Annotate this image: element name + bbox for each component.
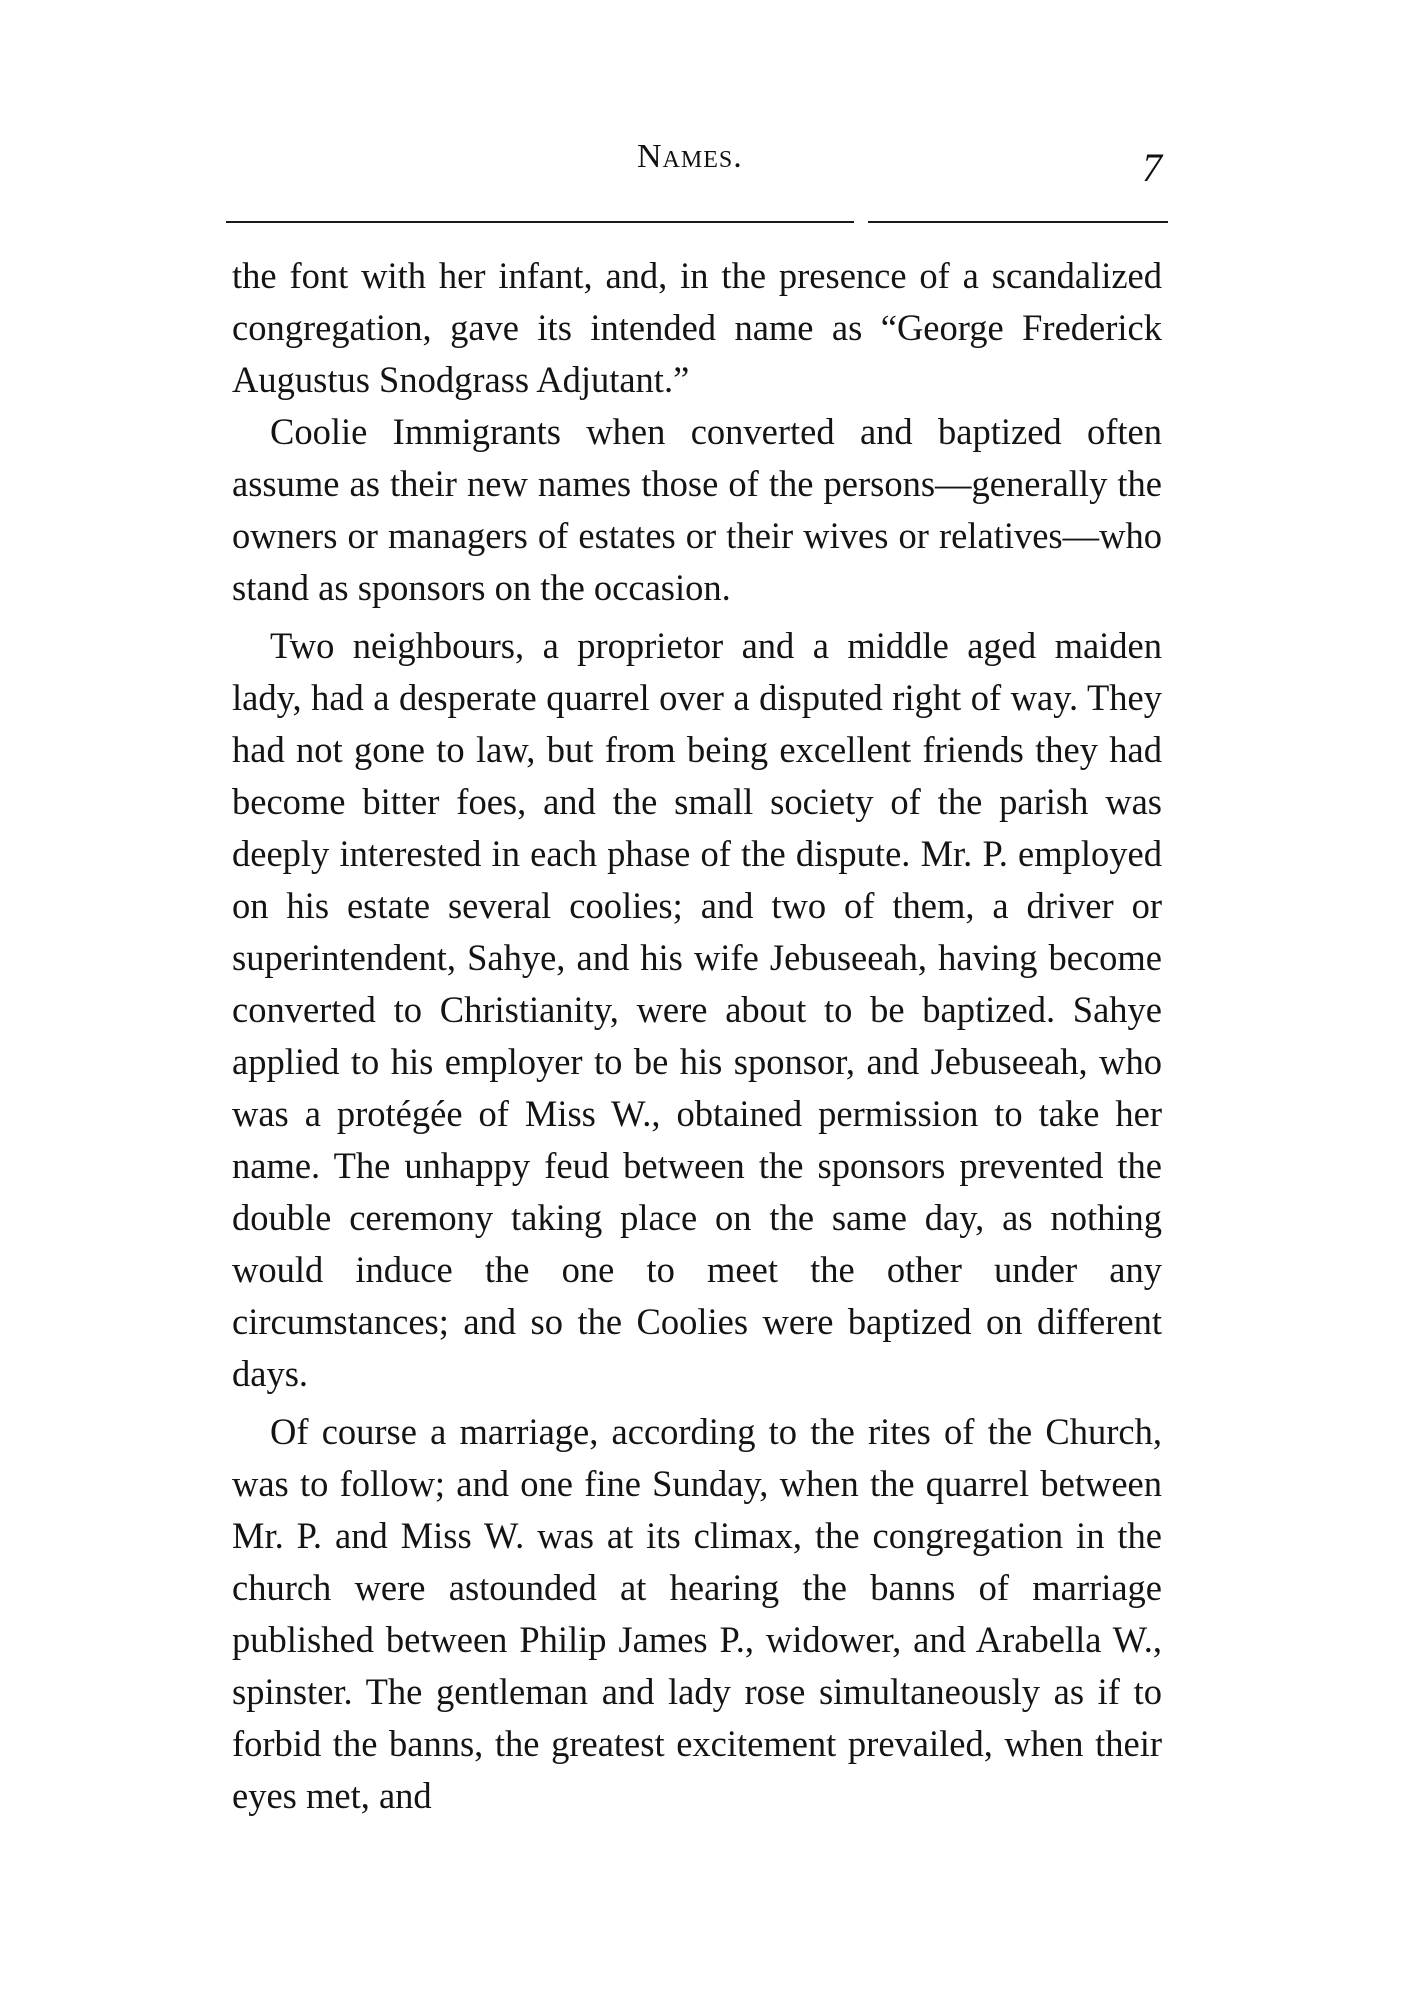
paragraph-marriage: Of course a marriage, according to the rites of the Church, was to follow; and one fine Sunday, when the quarrel between Mr. P. and Miss W. was at its climax, the congregation in the church were astounded at hearing the banns of marriage published between Philip James P., widower, and Arabella W., spinster. The gentleman and lady rose simultaneously as if to forbid the banns, the greatest excitement prevailed, when their eyes met, and: [232, 1411, 1162, 1816]
header-rule-left: [226, 221, 854, 223]
running-head: [0, 138, 1404, 188]
page-body: [232, 250, 1162, 1822]
paragraph-coolie-immigrants: Coolie Immigrants when converted and baptized often assume as their new names those of the persons—generally the owners or managers of estates or their wives or relatives—who stand as sponsors on the occasion.: [232, 411, 1162, 608]
header-rule-right: [868, 221, 1168, 223]
paragraph-continued: the font with her infant, and, in the presence of a scandalized congregation, gave its intended name as “George Frederick Augustus Snodgrass Adjutant.”: [232, 255, 1162, 400]
running-title: Names.: [637, 138, 743, 175]
page-number: 7: [1142, 145, 1162, 190]
paragraph-two-neighbours: Two neighbours, a proprietor and a middle aged maiden lady, had a desperate quarrel over a disputed right of way. They had not gone to law, but from being excellent friends they had become bitter foes, and the small society of the parish was deeply interested in each phase of the dispute. Mr. P. employed on his estate several coolies; and two of them, a driver or superintendent, Sahye, and his wife Jebuseeah, having become converted to Christianity, were about to be baptized. Sahye applied to his employer to be his sponsor, and Jebuseeah, who was a protégée of Miss W., obtained permission to take her name. The unhappy feud between the sponsors prevented the double ceremony taking place on the same day, as nothing would induce the one to meet the other under any circumstances; and so the Coolies were baptized on different days.: [232, 625, 1162, 1394]
